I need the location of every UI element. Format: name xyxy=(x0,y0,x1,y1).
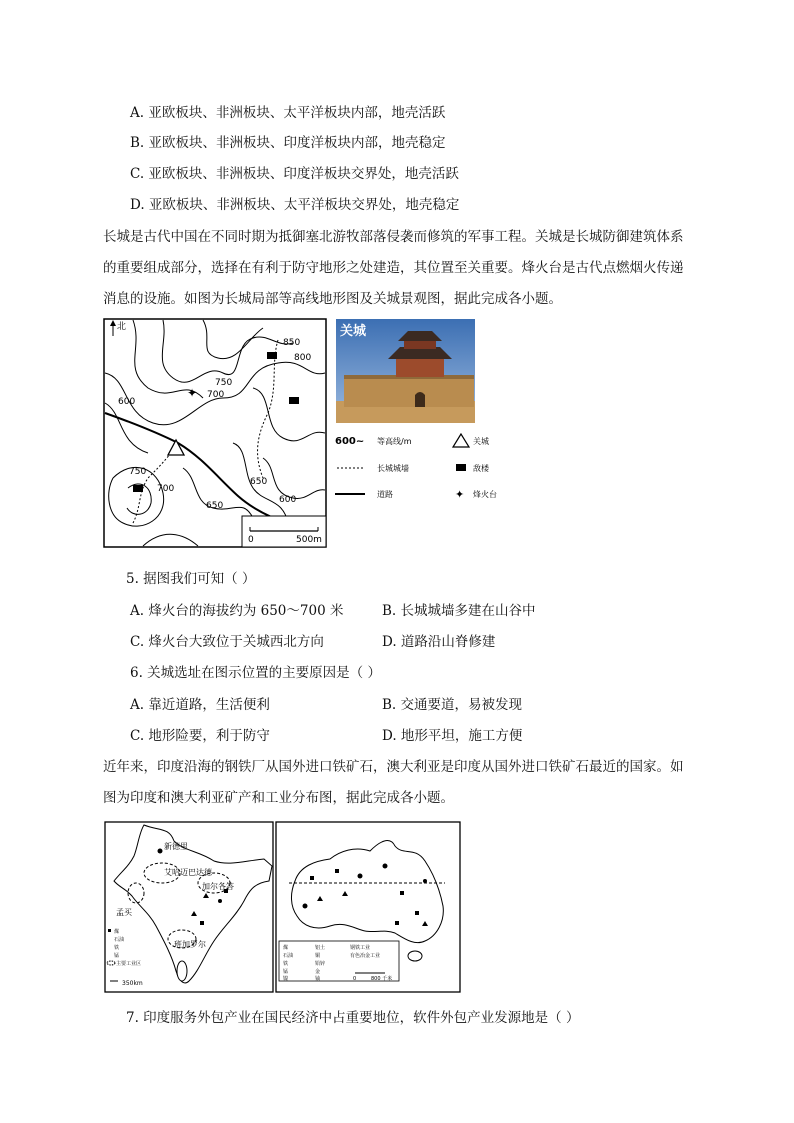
beacon-icon: ✦ xyxy=(187,386,198,400)
city-bangalore: 班加罗尔 xyxy=(174,940,206,949)
aus-legend-leadzinc: 铅锌 xyxy=(315,961,326,967)
tower-icon xyxy=(133,485,143,492)
contour-label: 850 xyxy=(283,338,301,348)
contour-label: 650 xyxy=(250,477,268,487)
aus-legend-coal: 煤 xyxy=(283,945,289,951)
aus-scale-800: 800 千米 xyxy=(371,976,393,982)
pass-photo xyxy=(336,319,475,423)
contour-label: 700 xyxy=(157,484,175,494)
contour-label: 600 xyxy=(118,397,136,407)
passage-india-australia: 近年来，印度沿海的钢铁厂从国外进口铁矿石，澳大利亚是印度从国外进口铁矿石最近的国家。如图为印度和澳大利亚矿产和工业分布图，据此完成各小题。 xyxy=(103,759,684,806)
india-scale: 350km xyxy=(122,980,143,987)
contour-label: 700 xyxy=(207,390,225,400)
legend-pass: 关城 xyxy=(473,437,489,446)
city-mumbai: 孟买 xyxy=(116,908,132,917)
aus-legend-gold: 金 xyxy=(315,969,321,975)
q7-stem: 7. 印度服务外包产业在国民经济中占重要地位，软件外包产业发源地是（ ） xyxy=(126,1010,580,1026)
photo-label: 关城 xyxy=(340,324,367,339)
aus-legend-iron: 铁 xyxy=(283,961,289,967)
city-new-delhi: 新德里 xyxy=(164,842,188,851)
legend-beacon: 烽火台 xyxy=(473,490,497,499)
q5-option-d: D. 道路沿山脊修建 xyxy=(382,634,496,650)
contour-label: 800 xyxy=(294,353,312,363)
legend-iron: 铁 xyxy=(114,945,120,951)
option-d-prev: D. 亚欧板块、非洲板块、太平洋板块交界处，地壳稳定 xyxy=(130,197,460,213)
option-a-prev: A. 亚欧板块、非洲板块、太平洋板块内部，地壳活跃 xyxy=(130,105,446,121)
aus-legend-steel: 钢铁工业 xyxy=(350,945,371,951)
q5-option-a: A. 烽火台的海拔约为 650～700 米 xyxy=(130,603,344,619)
city-kolkata: 加尔各答 xyxy=(202,882,234,891)
legend-industry: 主要工业区 xyxy=(116,961,142,967)
q6-option-a: A. 靠近道路，生活便利 xyxy=(130,697,270,713)
q5-stem: 5. 据图我们可知（ ） xyxy=(126,571,256,587)
scale-zero: 0 xyxy=(248,535,254,545)
option-c-prev: C. 亚欧板块、非洲板块、印度洋板块交界处，地壳活跃 xyxy=(130,166,459,182)
contour-legend xyxy=(333,430,508,510)
beacon-icon: ✦ xyxy=(455,488,465,501)
q5-option-c: C. 烽火台大致位于关城西北方向 xyxy=(130,634,324,650)
contour-label: 600 xyxy=(279,495,297,505)
legend-contour: 等高线/m xyxy=(377,437,412,446)
north-label: 北 xyxy=(117,322,127,332)
contour-map xyxy=(103,318,327,548)
q5-option-b: B. 长城城墙多建在山谷中 xyxy=(382,603,536,619)
aus-legend-manganese: 锰 xyxy=(283,969,289,975)
q6-option-b: B. 交通要道，易被发现 xyxy=(382,697,523,713)
tower-icon xyxy=(267,352,277,359)
aus-legend-oil: 石油 xyxy=(283,953,294,959)
contour-label: 750 xyxy=(129,467,147,477)
legend-coal: 煤 xyxy=(114,929,120,935)
city-ahmedabad: 艾哈迈巴达德 xyxy=(164,868,212,877)
q6-option-c: C. 地形险要，利于防守 xyxy=(130,728,270,744)
legend-manganese: 锰 xyxy=(114,953,120,959)
contour-label: 650 xyxy=(206,501,224,511)
q6-stem: 6. 关城选址在图示位置的主要原因是（ ） xyxy=(130,665,381,681)
passage-great-wall: 长城是古代中国在不同时期为抵御塞北游牧部落侵袭而修筑的军事工程。关城是长城防御建筑体系的重要组成部分，选择在有利于防守地形之处建造，其位置至关重要。烽火台是古代点燃烟火传递消息的设施。如图为长城局部等高线地形图及关城景观图，据此完成各小题。 xyxy=(103,229,684,307)
legend-road: 道路 xyxy=(377,490,393,499)
aus-legend-uranium: 铀 xyxy=(315,976,321,982)
pass-icon xyxy=(453,434,469,447)
legend-tower: 敌楼 xyxy=(473,464,489,473)
legend-oil: 石油 xyxy=(114,937,125,943)
legend-contour-value: 600~ xyxy=(335,436,365,447)
aus-legend-bauxite: 铝土 xyxy=(315,945,326,951)
aus-scale-zero: 0 xyxy=(353,976,357,982)
india-map xyxy=(104,821,274,993)
scale-500m: 500m xyxy=(296,535,322,545)
aus-legend-nickel: 镍 xyxy=(283,976,289,982)
tower-icon xyxy=(289,397,299,404)
tower-icon xyxy=(456,464,466,471)
q6-option-d: D. 地形平坦，施工方便 xyxy=(382,728,523,744)
aus-legend-copper: 铜 xyxy=(315,953,321,959)
aus-legend-nonferrous: 有色冶金工业 xyxy=(350,953,381,959)
contour-label: 750 xyxy=(215,378,233,388)
legend-wall: 长城城墙 xyxy=(377,464,409,473)
australia-map xyxy=(275,821,461,993)
option-b-prev: B. 亚欧板块、非洲板块、印度洋板块内部，地壳稳定 xyxy=(130,135,446,151)
